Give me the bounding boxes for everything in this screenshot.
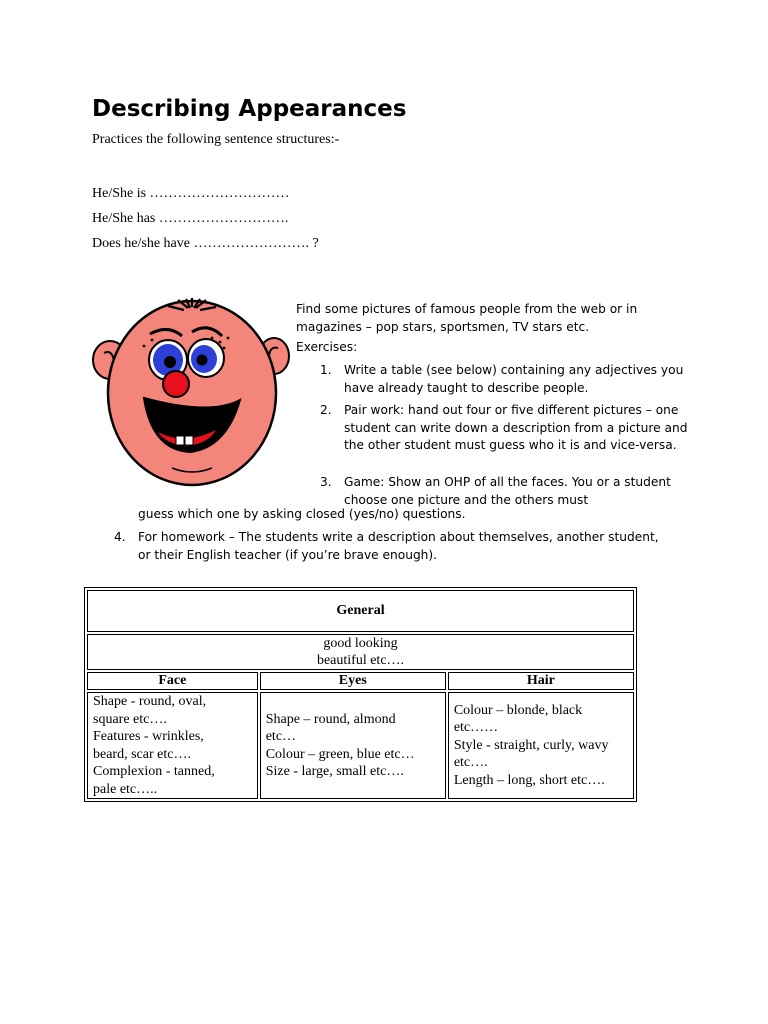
exercise-number: 4. — [114, 530, 126, 544]
sentence-structures — [92, 181, 319, 256]
nose — [163, 371, 189, 397]
exercise-text: Write a table (see below) containing any adjectives you have already taught to describe people. — [344, 363, 684, 395]
exercise-text: Game: Show an OHP of all the faces. You or a student choose one picture and the others must — [344, 475, 671, 507]
hair-line: Style - straight, curly, wavy — [453, 737, 609, 753]
intro-text: Practices the following sentence structures:- — [92, 132, 340, 147]
hair-line: Colour – blonde, black — [453, 702, 583, 718]
exercise-text: For homework – The students write a description about themselves, another student, or their English teacher (if you’re brave enough). — [138, 530, 659, 562]
general-header: General — [87, 590, 634, 632]
face-line: square etc…. — [93, 711, 167, 727]
eyes-line: Size - large, small etc…. — [265, 764, 404, 779]
structure-line: Does he/she have ……………………. ? — [92, 236, 319, 251]
exercise-number: 3. — [320, 475, 332, 489]
page-title: Describing Appearances — [92, 96, 407, 122]
structure-line: He/She has ………………………. — [92, 211, 289, 226]
exercise-item — [114, 529, 674, 564]
cartoon-face-image — [92, 298, 292, 498]
exercise-number: 1. — [320, 363, 332, 377]
hair-line: etc…… — [453, 720, 499, 736]
general-line: good looking — [323, 636, 398, 651]
face-line: Complexion - tanned, — [93, 764, 215, 779]
exercise-item — [320, 362, 690, 397]
head — [108, 301, 276, 485]
hair-line: etc…. — [453, 755, 488, 771]
hair-line: Length – long, short etc…. — [453, 772, 605, 788]
eyes-line: Colour – green, blue etc… — [265, 746, 415, 762]
exercise-item — [320, 474, 690, 509]
paragraph-find-pictures: Find some pictures of famous people from the web or in magazines – pop stars, sportsmen, TV stars etc. — [296, 302, 638, 334]
hair-cell — [448, 692, 634, 799]
exercise-number: 2. — [320, 403, 332, 417]
column-header-hair: Hair — [448, 672, 634, 690]
exercise-text: Pair work: hand out four or five different pictures – one student can write down a description from a picture and the other student must guess who it is and vice-versa. — [344, 403, 688, 452]
general-cell — [87, 634, 634, 670]
general-line: beautiful etc…. — [316, 653, 405, 668]
face-line: Features - wrinkles, — [93, 729, 204, 744]
face-line: Shape - round, oval, — [93, 694, 207, 709]
eyes-line: Shape – round, almond — [265, 711, 396, 727]
vocabulary-table — [84, 587, 637, 802]
column-header-eyes: Eyes — [260, 672, 446, 690]
eyes-cell — [260, 692, 446, 799]
eyes-line: etc… — [265, 729, 297, 744]
face-line: pale etc….. — [93, 781, 158, 797]
exercise-text-continuation: guess which one by asking closed (yes/no) questions. — [138, 507, 466, 521]
column-header-face: Face — [87, 672, 258, 690]
structure-line: He/She is ………………………… — [92, 186, 290, 201]
exercise-item — [320, 402, 690, 455]
face-line: beard, scar etc…. — [93, 746, 191, 762]
exercises-heading: Exercises: — [296, 340, 358, 354]
face-cell — [87, 692, 258, 799]
